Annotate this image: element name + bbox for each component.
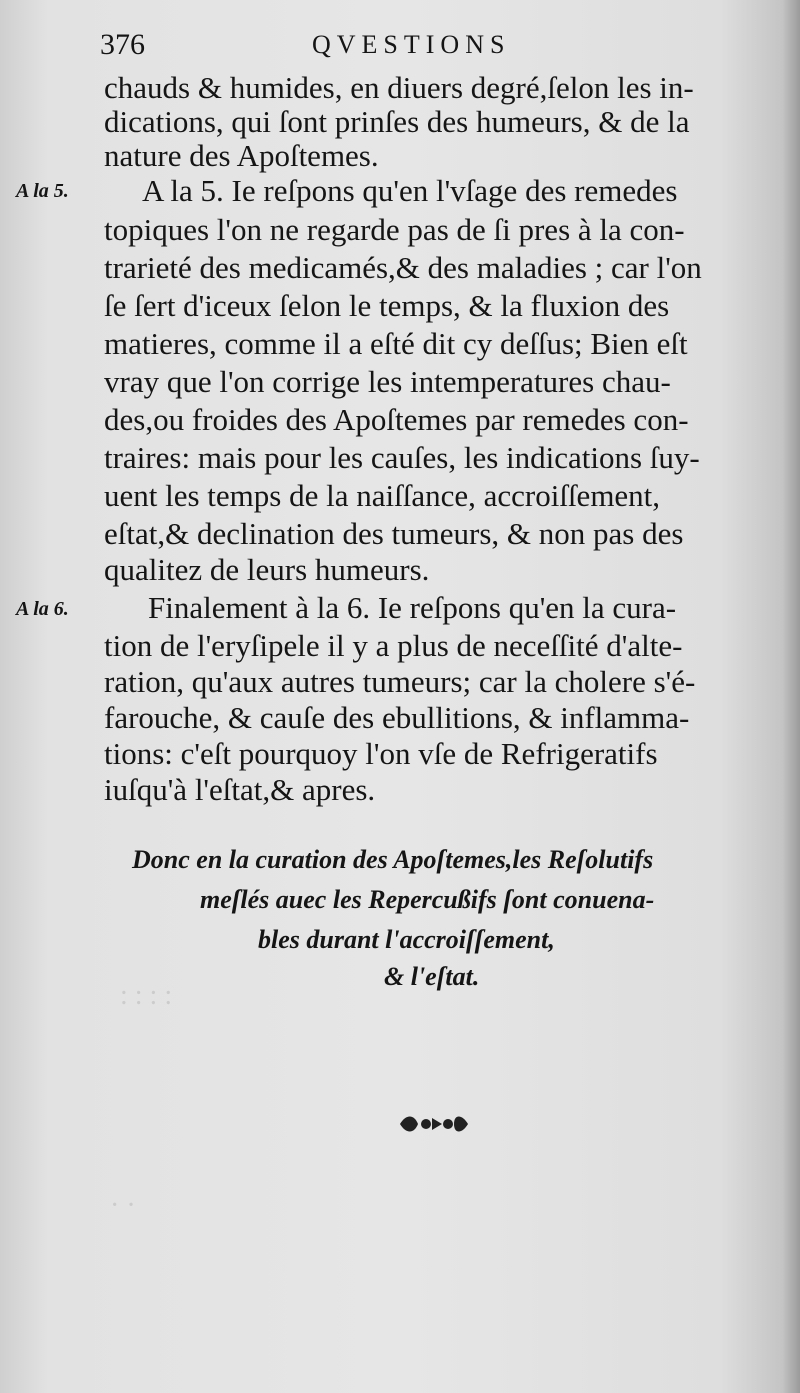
text-line: traires: mais pour les cauſes, les indications ſuy-: [104, 440, 700, 475]
text-line: nature des Apoſtemes.: [104, 138, 379, 173]
running-head: QVESTIONS: [312, 30, 511, 59]
text-line: matieres, comme il a eſté dit cy deſſus; Bien eſt: [104, 326, 688, 361]
conclusion-line: meſlés auec les Repercußifs ſont conuena-: [200, 885, 655, 914]
text-line: des,ou froides des Apoſtemes par remedes con-: [104, 402, 689, 437]
fleuron-ornament-icon: [396, 1110, 472, 1138]
text-line: iuſqu'à l'eſtat,& apres.: [104, 772, 376, 807]
margin-note: A la 5.: [16, 180, 69, 202]
text-line: A la 5. Ie reſpons qu'en l'vſage des remedes: [142, 173, 678, 208]
text-line: trarieté des medicamés,& des maladies ; car l'on: [104, 250, 702, 285]
conclusion-line: & l'eſtat.: [384, 962, 480, 991]
text-line: tions: c'eſt pourquoy l'on vſe de Refrigeratifs: [104, 736, 658, 771]
text-line: vray que l'on corrige les intemperatures chau-: [104, 364, 671, 399]
text-line: tion de l'eryſipele il y a plus de neceſſité d'alte-: [104, 628, 683, 663]
page-number: 376: [100, 28, 145, 61]
text-line: ſe ſert d'iceux ſelon le temps, & la fluxion des: [104, 288, 670, 323]
text-line: dications, qui ſont prinſes des humeurs, & de la: [104, 104, 690, 139]
conclusion-line: bles durant l'accroiſſement,: [258, 925, 555, 954]
text-line: ration, qu'aux autres tumeurs; car la cholere s'é-: [104, 664, 696, 699]
conclusion-line: Donc en la curation des Apoſtemes,les Reſolutifs: [132, 845, 654, 874]
page-edge-shadow: [782, 0, 800, 1393]
text-line: chauds & humides, en diuers degré,ſelon les in-: [104, 70, 694, 105]
text-line: topiques l'on ne regarde pas de ſi pres à la con-: [104, 212, 685, 247]
book-page: : : : : · · 376 QVESTIONS A la 5. A la 6. chauds & humides, en diuers degré,ſelon les in- dications, qui ſont prinſes des humeurs, & de la nature des Apoſtemes. A la 5. Ie reſpons qu'en l'vſage des remedes topiques l'on ne regarde pas de ſi pres à la con- trarieté des medicamés,& des maladies ; car l'on ſe ſert d'iceux ſelon le temps, & la fluxion des matieres, comme il a eſté dit cy deſſus; Bien eſt vray que l'on corrige les intemperatures chau- des,ou froides des Apoſtemes par remedes con- traires: mais pour les cauſes, les indications ſuy- uent les temps de la naiſſance, accroiſſement, eſtat,& declination des tumeurs, & non pas des qualitez de leurs humeurs. Finalement à la 6. Ie reſpons qu'en la cura- tion de l'eryſipele il y a plus de neceſſité d'alte- ration, qu'aux autres tumeurs; car la cholere s'é- farouche, & cauſe des ebullitions, & inflamma- tions: c'eſt pourquoy l'on vſe de Refrigeratifs iuſqu'à l'eſtat,& apres. Donc en la curation des Apoſtemes,les Reſolutifs meſlés auec les Repercußifs ſont conuena- bles durant l'accroiſſement, & l'eſtat.: [0, 0, 800, 1393]
text-line: eſtat,& declination des tumeurs, & non pas des: [104, 516, 684, 551]
text-line: qualitez de leurs humeurs.: [104, 552, 430, 587]
text-line: farouche, & cauſe des ebullitions, & inflamma-: [104, 700, 690, 735]
text-line: uent les temps de la naiſſance, accroiſſement,: [104, 478, 661, 513]
page-header: [100, 28, 730, 68]
text-line: Finalement à la 6. Ie reſpons qu'en la cura-: [148, 590, 677, 625]
margin-note: A la 6.: [16, 598, 69, 620]
